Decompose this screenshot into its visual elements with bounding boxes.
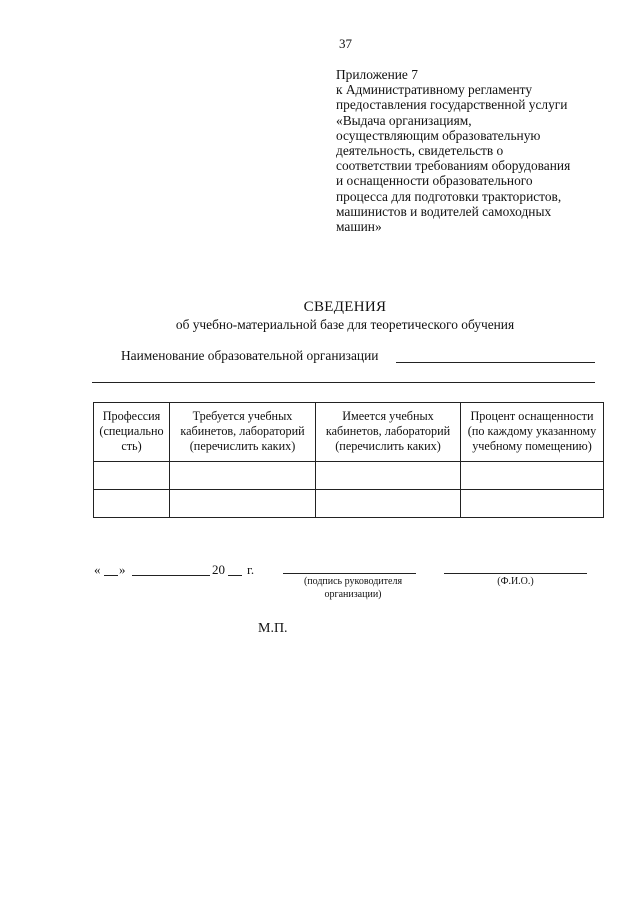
name-caption: (Ф.И.О.)	[497, 576, 534, 587]
document-subtitle: об учебно-материальной базе для теоретического обучения	[175, 317, 515, 332]
appendix-line: осуществляющим образовательную	[336, 127, 541, 143]
date-day-line	[104, 575, 118, 576]
stamp-place-label: М.П.	[258, 621, 288, 636]
header-equipment-percent: Процент оснащенности (по каждому указанному учебному помещению)	[461, 403, 604, 462]
table-cell	[316, 490, 461, 518]
table-row	[94, 490, 604, 518]
appendix-line: машин»	[336, 219, 382, 235]
header-available-rooms: Имеется учебных кабинетов, лабораторий (перечислить каких)	[316, 403, 461, 462]
appendix-line: машинистов и водителей самоходных	[336, 203, 552, 219]
date-year-line	[228, 575, 242, 576]
table-cell	[170, 490, 316, 518]
table-row	[94, 462, 604, 490]
table-cell	[461, 490, 604, 518]
table-cell	[94, 462, 170, 490]
appendix-line: деятельность, свидетельств о	[336, 143, 504, 159]
appendix-line: «Выдача организациям,	[336, 112, 472, 128]
table-header-row	[94, 403, 604, 462]
document-title: СВЕДЕНИЯ	[303, 299, 387, 315]
organization-name-label: Наименование образовательной организации	[121, 348, 379, 363]
education-base-table	[93, 402, 604, 518]
name-line	[444, 573, 587, 574]
appendix-line: соответствии требованиям оборудования	[336, 158, 571, 174]
table-cell	[461, 462, 604, 490]
date-month-line	[132, 575, 210, 576]
table-cell	[316, 462, 461, 490]
table-cell	[170, 462, 316, 490]
appendix-line: процесса для подготовки трактористов,	[336, 188, 562, 204]
table-cell	[94, 490, 170, 518]
date-year-prefix: 20	[212, 562, 225, 577]
date-close-quote: »	[119, 562, 126, 577]
date-open-quote: «	[94, 562, 101, 577]
signature-caption-2: организации)	[324, 589, 382, 600]
appendix-block	[336, 67, 626, 234]
signature-line	[283, 573, 416, 574]
appendix-line: Приложение 7	[336, 67, 418, 82]
appendix-line: предоставления государственной услуги	[336, 97, 568, 113]
appendix-line: к Административному регламенту	[336, 82, 533, 98]
header-required-rooms: Требуется учебных кабинетов, лабораторий (перечислить каких)	[170, 403, 316, 462]
signature-caption: (подпись руководителя	[303, 576, 403, 587]
appendix-line: и оснащенности образовательного	[336, 173, 533, 189]
organization-name-line	[396, 362, 595, 363]
page-number: 37	[339, 36, 352, 51]
header-profession: Профессия (специально сть)	[94, 403, 170, 462]
organization-name-line-2	[92, 382, 595, 383]
date-year-suffix: г.	[247, 562, 255, 577]
